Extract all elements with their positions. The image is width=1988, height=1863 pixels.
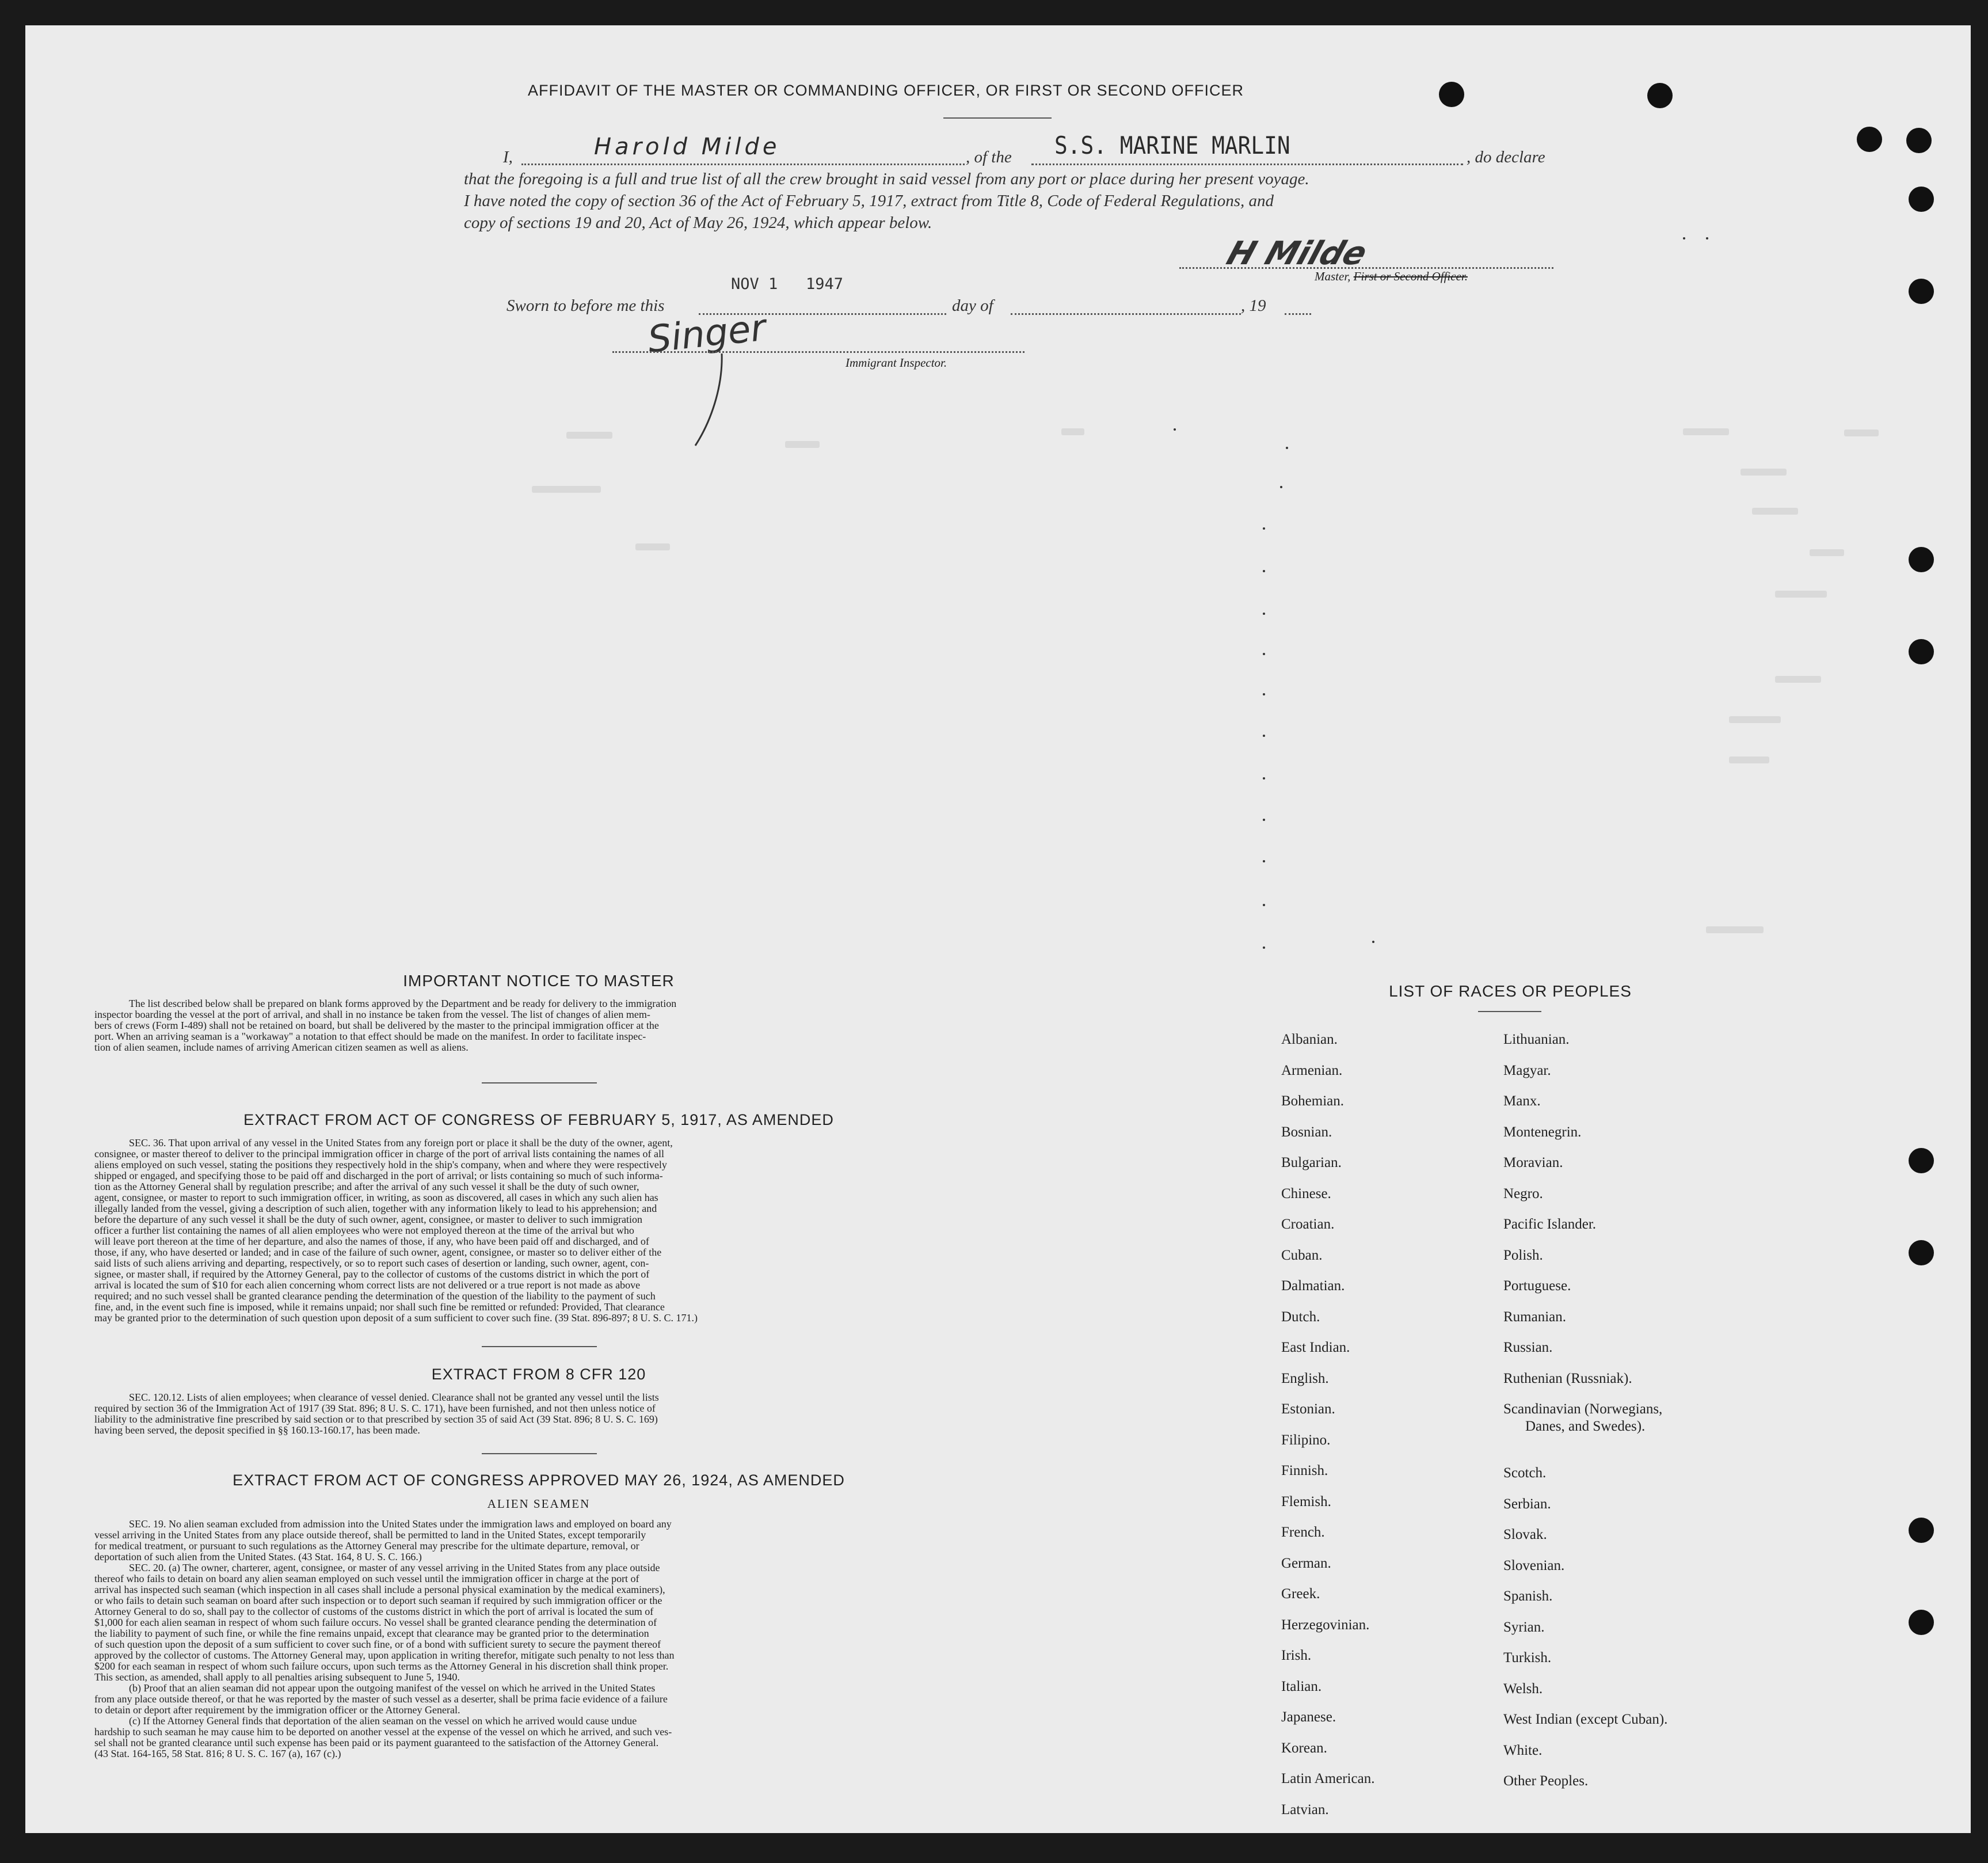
dot-mark [1263, 735, 1265, 737]
master-signature: H Milde [1222, 235, 1372, 272]
bleed-through [566, 432, 612, 439]
extract-1924-line: (b) Proof that an alien seaman did not appear upon the outgoing manifest of the vessel on which he arrived in the United States [129, 1682, 656, 1694]
race-item: West Indian (except Cuban). [1503, 1712, 1668, 1727]
extract-cfr-line: liability to the administrative fine prescribed by said section or to that prescribed by section 35 of said Act (39 Stat. 896; 8 U. S. C. 169) [94, 1413, 658, 1425]
bleed-through [1706, 926, 1764, 933]
race-item: Chinese. [1281, 1186, 1331, 1202]
bleed-through [1729, 716, 1781, 723]
declaration-line-2: I have noted the copy of section 36 of the Act of February 5, 1917, extract from Title 8, Code of Federal Regulations, and [464, 192, 1274, 210]
vessel-name-line [1031, 164, 1463, 165]
race-item: Ruthenian (Russniak). [1503, 1371, 1632, 1386]
race-item: Japanese. [1281, 1709, 1336, 1725]
race-item: East Indian. [1281, 1340, 1350, 1355]
race-item: Bosnian. [1281, 1124, 1332, 1140]
race-item: Portuguese. [1503, 1278, 1571, 1294]
master-caption [1315, 269, 1468, 284]
race-item: Latvian. [1281, 1802, 1329, 1818]
notice-line: inspector boarding the vessel at the port of arrival, and shall in no instance be taken from the vessel. The list of changes of alien mem- [94, 1009, 650, 1020]
bleed-through [1844, 429, 1879, 436]
date-stamp: NOV 1 1947 [731, 275, 844, 293]
extract-1917-line: SEC. 36. That upon arrival of any vessel in the United States from any foreign port or place it shall be the duty of the owner, agent, [129, 1137, 673, 1149]
notice-title: IMPORTANT NOTICE TO MASTER [403, 972, 675, 990]
bleed-through [785, 441, 820, 448]
extract-cfr-line: having been served, the deposit specified in §§ 160.13-160.17, has been made. [94, 1424, 420, 1436]
race-item: German. [1281, 1556, 1331, 1571]
extract-1917-line: aliens employed on such vessel, stating the positions they respectively hold in the ship's company, when and where they were respectively [94, 1159, 667, 1170]
bleed-through [532, 486, 601, 493]
punch-hole [1909, 547, 1934, 572]
bleed-through [1683, 428, 1729, 435]
title-underline [943, 117, 1052, 119]
bleed-through [635, 543, 670, 550]
inspector-caption: Immigrant Inspector. [846, 356, 947, 370]
race-item: White. [1503, 1743, 1543, 1758]
extract-1917-line: those, if any, who have deserted or landed; and in case of the failure of such owner, agent, consignee, or master so to deliver either of the [94, 1246, 662, 1258]
dot-mark [1706, 237, 1708, 239]
race-item: Manx. [1503, 1093, 1541, 1109]
dot-mark [1263, 860, 1265, 862]
dot-mark [1174, 428, 1176, 431]
extract-1924-line: the liability to payment of such fine, or while the fine remains unpaid, except that clearance may be granted prior to the determination [94, 1628, 649, 1639]
extract-1917-title: EXTRACT FROM ACT OF CONGRESS OF FEBRUARY 5, 1917, AS AMENDED [243, 1111, 834, 1128]
race-item: Scotch. [1503, 1465, 1547, 1481]
races-title-underline [1478, 1011, 1541, 1012]
extract-1917-line: agent, consignee, or master to report to such immigration officer, in writing, as soon as discovered, all cases in which any such alien has [94, 1192, 658, 1203]
of-the-label: , of the [966, 148, 1012, 166]
punch-hole [1857, 127, 1882, 152]
bleed-through [1775, 591, 1827, 598]
extract-1924-line: hardship to such seaman he may cause him to be deported on another vessel at the expense of the vessel on which he arrived, and such ves- [94, 1726, 672, 1737]
race-item: Turkish. [1503, 1650, 1552, 1666]
race-item: Spanish. [1503, 1588, 1553, 1604]
extract-1917-line: signee, or master shall, if required by the Attorney General, pay to the collector of customs of the customs district in which the port of [94, 1268, 650, 1280]
race-item: Russian. [1503, 1340, 1553, 1355]
race-item: Magyar. [1503, 1063, 1551, 1078]
extract-1924-line: from any place outside thereof, or that he was reported by the master of such vessel as a deserter, shall be prima facie evidence of a failure [94, 1693, 668, 1705]
extract-1924-line: This section, as amended, shall apply to all penalties arising subsequent to June 5, 1940. [94, 1671, 460, 1683]
race-item: Cuban. [1281, 1248, 1323, 1263]
punch-hole [1909, 1610, 1934, 1635]
race-item: Irish. [1281, 1648, 1312, 1663]
inspector-signature: Singer [646, 306, 768, 362]
dot-mark [1683, 237, 1685, 239]
day-of-line [1011, 313, 1241, 315]
dot-mark [1372, 941, 1374, 943]
extract-1917-line: illegally landed from the vessel, giving a description of such alien, together with any information likely to lead to his apprehension; and [94, 1203, 657, 1214]
declaration-line-1: that the foregoing is a full and true list of all the crew brought in said vessel from any port or place during her present voyage. [464, 170, 1309, 188]
race-item: Scandinavian (Norwegians, [1503, 1401, 1663, 1417]
day-of-label: day of [952, 296, 993, 315]
extract-1917-line: will leave port thereon at the time of her departure, and also the names of those, if any, who have been paid off and discharged, and of [94, 1235, 649, 1247]
race-item: Armenian. [1281, 1063, 1343, 1078]
punch-hole [1439, 82, 1464, 107]
race-item: Montenegrin. [1503, 1124, 1582, 1140]
notice-line: bers of crews (Form I-489) shall not be retained on board, but shall be delivered by the master to the principal immigration officer at the [94, 1020, 659, 1031]
dot-mark [1263, 570, 1265, 572]
extract-1917-line: shipped or engaged, and specifying those to be paid off and discharged in the port of arrival; or lists containing so much of such informa- [94, 1170, 663, 1181]
punch-hole [1909, 1240, 1934, 1265]
document-page [25, 25, 1971, 1833]
section-divider [482, 1346, 597, 1347]
race-item: Italian. [1281, 1679, 1322, 1694]
extract-1924-line: $200 for each seaman in respect of whom such failure occurs, upon such terms as the Attorney General in his discretion shall think proper. [94, 1660, 669, 1672]
extract-1924-line: SEC. 20. (a) The owner, charterer, agent, consignee, or master of any vessel arriving in the United States from any place outside [129, 1562, 660, 1573]
race-item: Croatian. [1281, 1216, 1335, 1232]
section-divider [482, 1082, 597, 1083]
notice-line: The list described below shall be prepared on blank forms approved by the Department and be ready for delivery to the immigration [129, 998, 677, 1009]
extract-cfr-line: SEC. 120.12. Lists of alien employees; when clearance of vessel denied. Clearance shall not be granted any vessel until the lists [129, 1391, 659, 1403]
race-item: Flemish. [1281, 1494, 1331, 1510]
master-name-handwritten: Harold Milde [594, 134, 780, 160]
dot-mark [1286, 447, 1288, 449]
sworn-label: Sworn to before me this [506, 296, 665, 315]
extract-1924-line: Attorney General to do so, shall pay to the collector of customs of the customs district in which the port of arrival is located the sum of [94, 1606, 654, 1617]
punch-hole [1909, 639, 1934, 664]
i-label: I, [503, 148, 513, 166]
race-item: Serbian. [1503, 1496, 1551, 1512]
punch-hole [1647, 83, 1673, 108]
extract-1924-line: thereof who fails to detain on board any alien seaman employed on such vessel until the immigration officer in charge at the port of [94, 1573, 639, 1584]
extract-1924-subtitle: ALIEN SEAMEN [487, 1497, 591, 1511]
extract-1917-line: required; and no such vessel shall be granted clearance pending the determination of the question of the liability to the payment of such [94, 1290, 656, 1302]
race-item: English. [1281, 1371, 1329, 1386]
extract-1924-line: approved by the collector of customs. The Attorney General may, upon application in writing therefor, mitigate such penalty to not less than [94, 1649, 675, 1661]
extract-1924-line: for medical treatment, or pursuant to such regulations as the Attorney General may prescribe for the ultimate departure, removal, or [94, 1540, 639, 1552]
dot-mark [1280, 486, 1282, 488]
extract-cfr-text [94, 1392, 965, 1436]
extract-cfr-title: EXTRACT FROM 8 CFR 120 [431, 1366, 646, 1383]
extract-1924-line: $1,000 for each alien seaman in respect of whom such failure occurs. No vessel shall be granted clearance pending the determination of [94, 1617, 657, 1628]
affidavit-title: AFFIDAVIT OF THE MASTER OR COMMANDING OFFICER, OR FIRST OR SECOND OFFICER [527, 82, 1244, 99]
notice-line: tion of alien seamen, include names of arriving American citizen seamen as well as aliens. [94, 1041, 469, 1053]
dot-mark [1263, 946, 1265, 949]
bleed-through [1810, 549, 1844, 556]
extract-1924-line: or who fails to detain such seaman on board after such inspection or to deport such seaman if required by such immigration officer or the [94, 1595, 662, 1606]
race-item: Bulgarian. [1281, 1155, 1342, 1170]
race-item: Pacific Islander. [1503, 1216, 1597, 1232]
extract-1924-text [94, 1519, 965, 1759]
race-item: Estonian. [1281, 1401, 1335, 1417]
master-caption-struck: First or Second Officer. [1353, 269, 1468, 283]
extract-1924-line: sel shall not be granted clearance until such expense has been paid or its payment guaranteed to the satisfaction of the Attorney General. [94, 1737, 659, 1748]
race-item: French. [1281, 1524, 1325, 1540]
extract-1917-line: fine, and, in the event such fine is imposed, while it remains unpaid; nor shall such fine be remitted or refunded: Provided, That clearance [94, 1301, 665, 1313]
race-item: Korean. [1281, 1740, 1327, 1756]
dot-mark [1263, 613, 1265, 615]
year-label: , 19 [1241, 296, 1266, 315]
bleed-through [1775, 676, 1821, 683]
punch-hole [1909, 279, 1934, 304]
inspector-signature-line [612, 351, 1025, 353]
extract-cfr-line: required by section 36 of the Immigration Act of 1917 (39 Stat. 896; 8 U. S. C. 171), have been furnished, and not then unless notice of [94, 1402, 656, 1414]
punch-hole [1909, 187, 1934, 212]
dot-mark [1263, 653, 1265, 655]
extract-1924-title: EXTRACT FROM ACT OF CONGRESS APPROVED MAY 26, 1924, AS AMENDED [233, 1472, 845, 1489]
race-item: Welsh. [1503, 1681, 1543, 1697]
race-item: Moravian. [1503, 1155, 1563, 1170]
extract-1917-line: may be granted prior to the determination of such question upon deposit of a sum sufficient to cover such fine. (39 Stat. 896-897; 8 U. S. C. 171.) [94, 1312, 698, 1324]
punch-hole [1909, 1518, 1934, 1543]
extract-1917-line: consignee, or master thereof to deliver to the principal immigration officer in charge of the port of arrival lists containing the names of all [94, 1148, 665, 1159]
do-declare-label: , do declare [1467, 148, 1545, 166]
races-title: LIST OF RACES OR PEOPLES [1389, 982, 1632, 1000]
bleed-through [1741, 469, 1787, 476]
race-item: Latin American. [1281, 1771, 1375, 1786]
race-item: Rumanian. [1503, 1309, 1567, 1325]
extract-1924-line: of such question upon the deposit of a sum sufficient to cover such fine, or of a bond with sufficient surety to secure the payment thereof [94, 1638, 661, 1650]
master-name-line [521, 164, 965, 165]
race-item: Filipino. [1281, 1432, 1331, 1448]
race-item: Slovenian. [1503, 1558, 1565, 1573]
signature-flourish [687, 348, 733, 451]
dot-mark [1263, 777, 1265, 780]
race-item: Herzegovinian. [1281, 1617, 1370, 1633]
notice-line: port. When an arriving seaman is a "workaway" a notation to that effect should be made on the manifest. In order to facilitate inspec- [94, 1031, 646, 1042]
extract-1917-line: arrival is located the sum of $10 for each alien concerning whom correct lists are not delivered or a true report is not made as above [94, 1279, 641, 1291]
vessel-name-stamp: S.S. MARINE MARLIN [1054, 131, 1290, 159]
race-item: Greek. [1281, 1586, 1320, 1602]
race-item: Other Peoples. [1503, 1773, 1589, 1789]
notice-text [94, 998, 965, 1053]
race-item: Finnish. [1281, 1463, 1328, 1478]
extract-1924-line: SEC. 19. No alien seaman excluded from admission into the United States under the immigration laws and employed on board any [129, 1518, 672, 1530]
race-item: Bohemian. [1281, 1093, 1345, 1109]
extract-1924-line: arrival has inspected such seaman (which inspection in all cases shall include a personal physical examination by the medical examiners), [94, 1584, 665, 1595]
punch-hole [1909, 1148, 1934, 1173]
race-item: Dalmatian. [1281, 1278, 1345, 1294]
race-item: Albanian. [1281, 1032, 1338, 1047]
punch-hole [1906, 128, 1932, 153]
section-divider [482, 1453, 597, 1454]
dot-mark [1263, 693, 1265, 695]
extract-1924-line: to detain or deport after requirement by the immigration officer or the Attorney General. [94, 1704, 460, 1716]
race-item: Negro. [1503, 1186, 1543, 1202]
race-item: Danes, and Swedes). [1525, 1419, 1646, 1434]
dot-mark [1263, 904, 1265, 906]
bleed-through [1061, 428, 1084, 435]
extract-1917-line: said lists of such aliens arriving and departing, respectively, or so to report such cases of desertion or landing, such owner, agent, con- [94, 1257, 649, 1269]
dot-mark [1263, 527, 1265, 530]
race-item: Syrian. [1503, 1619, 1545, 1635]
race-item: Polish. [1503, 1248, 1543, 1263]
race-item: Dutch. [1281, 1309, 1320, 1325]
declaration-line-3: copy of sections 19 and 20, Act of May 26, 1924, which appear below. [464, 214, 932, 232]
extract-1924-line: deportation of such alien from the United States. (43 Stat. 164, 8 U. S. C. 166.) [94, 1551, 422, 1562]
extract-1924-line: (43 Stat. 164-165, 58 Stat. 816; 8 U. S. C. 167 (a), 167 (c).) [94, 1748, 341, 1759]
bleed-through [1752, 508, 1798, 515]
extract-1924-line: (c) If the Attorney General finds that deportation of the alien seaman on the vessel on which he arrived would cause undue [129, 1715, 637, 1727]
bleed-through [1729, 756, 1769, 763]
extract-1917-line: tion as the Attorney General shall by regulation prescribe; and after the arrival of any such vessel it shall be the duty of such owner, [94, 1181, 639, 1192]
race-item: Slovak. [1503, 1527, 1547, 1542]
master-caption-master: Master, [1315, 269, 1351, 283]
extract-1917-line: before the departure of any such vessel it shall be the duty of such owner, agent, consignee, or master to deliver to such immigration [94, 1214, 642, 1225]
dot-mark [1263, 819, 1265, 821]
race-item: Lithuanian. [1503, 1032, 1570, 1047]
year-line [1285, 313, 1311, 315]
extract-1917-text [94, 1138, 965, 1324]
extract-1924-line: vessel arriving in the United States from any place outside thereof, shall be permitted to land in the United States, except temporarily [94, 1529, 646, 1541]
extract-1917-line: officer a further list containing the names of all alien employees who were not employed thereon at the time of the arrival but who [94, 1225, 634, 1236]
